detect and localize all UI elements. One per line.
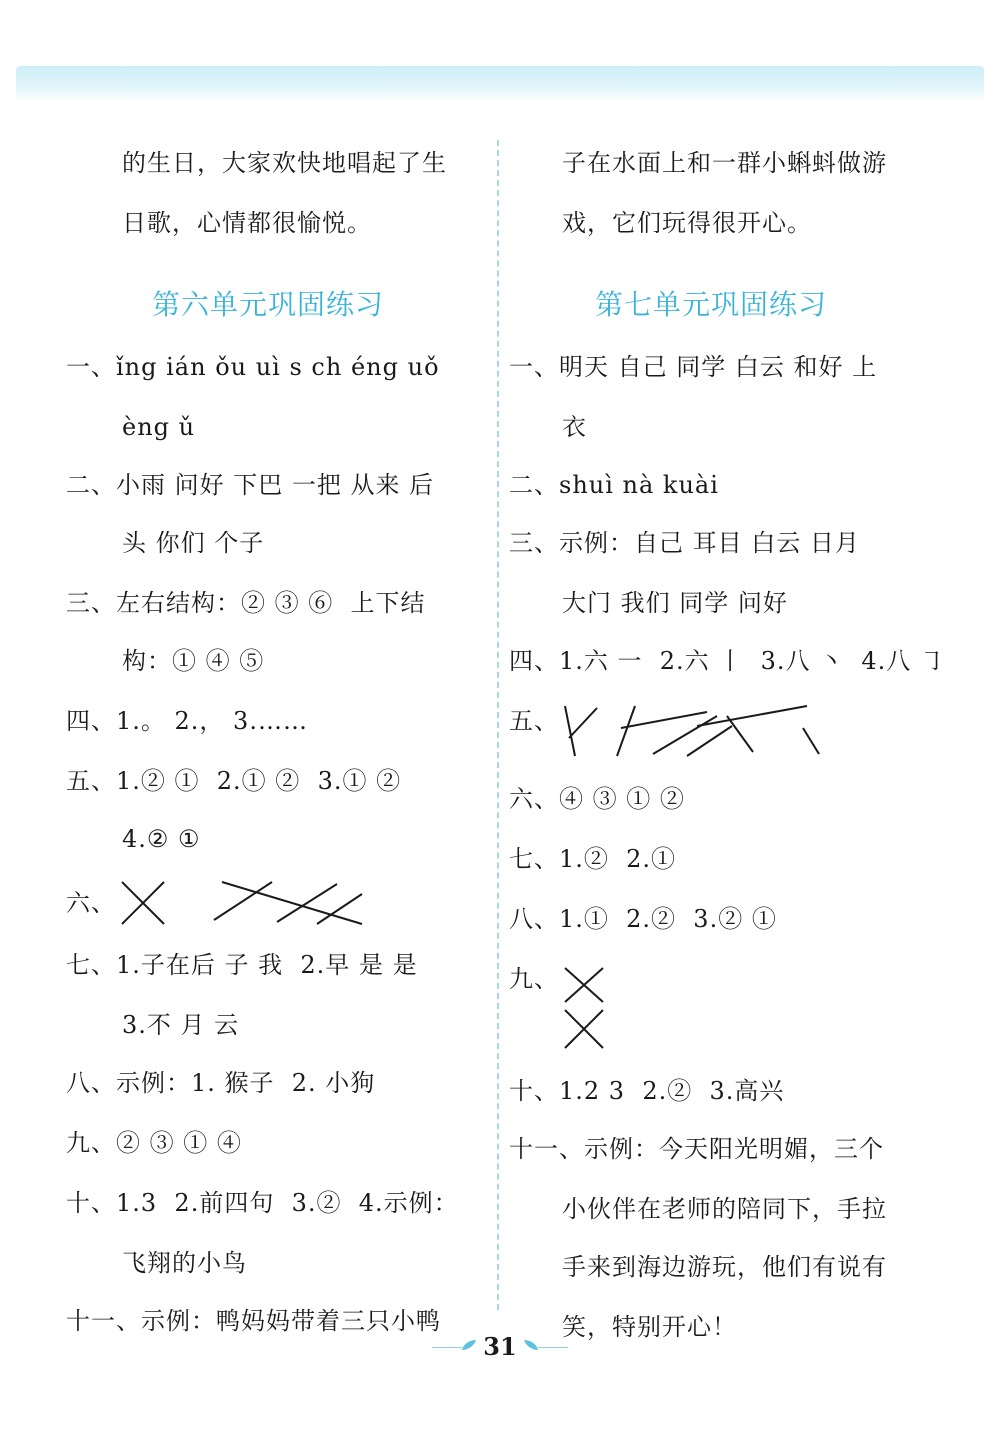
right-section-heading: 第七单元巩固练习 (595, 288, 828, 321)
header-band (16, 66, 984, 102)
right-answer-11-cont-1: 小伙伴在老师的陪同下，手拉 (562, 1195, 887, 1223)
column-divider (497, 140, 499, 1310)
left-answer-1: 一、ǐng ián ǒu uì s ch éng uǒ (66, 353, 440, 381)
right-intro-line-1: 子在水面上和一群小蝌蚪做游 (562, 149, 887, 177)
left-answer-6: 六、 (66, 889, 116, 917)
match-line (653, 716, 717, 754)
right-answer-9: 九、 (509, 965, 559, 993)
left-section-heading: 第六单元巩固练习 (152, 288, 385, 321)
right-intro-line-2: 戏，它们玩得很开心。 (562, 209, 812, 237)
right-answer-1: 一、明天 自己 同学 白云 和好 上 (509, 353, 878, 381)
left-answer-3-cont: 构：① ④ ⑤ (122, 647, 265, 675)
left-answer-4: 四、1.。 2.， 3.…… (66, 707, 308, 735)
left-intro-line-1: 的生日，大家欢快地唱起了生 (122, 149, 447, 177)
leaf-icon (522, 1338, 540, 1352)
footer-rule-right (538, 1347, 568, 1348)
left-answer-7: 七、1.子在后 子 我 2.早 是 是 (66, 951, 418, 979)
right-answer-6: 六、④ ③ ① ② (509, 785, 685, 813)
right-answer-2: 二、shuì nà kuài (509, 471, 719, 499)
right-answer-8: 八、1.① 2.② 3.② ① (509, 905, 777, 933)
right-answer-7: 七、1.② 2.① (509, 845, 677, 873)
match-line (569, 708, 597, 738)
left-answer-7-cont: 3.不 月 云 (122, 1011, 240, 1039)
left-answer-1-cont: èng ǔ (122, 413, 196, 441)
left-answer-5: 五、1.② ① 2.① ② 3.① ② (66, 767, 402, 795)
right-answer-3: 三、示例：自己 耳目 白云 日月 (509, 529, 860, 557)
left-answer-5-cont: 4.② ① (122, 825, 201, 853)
right-answer-3-cont: 大门 我们 同学 问好 (562, 589, 788, 617)
right-answer-10: 十、1.2 3 2.② 3.高兴 (509, 1077, 785, 1105)
right-answer-5: 五、 (509, 707, 559, 735)
left-answer-2: 二、小雨 问好 下巴 一把 从来 后 (66, 471, 435, 499)
right-answer-11-cont-3: 笑，特别开心！ (562, 1313, 737, 1341)
match-line (621, 712, 707, 728)
match-line (222, 882, 362, 924)
right-answer-11-cont-2: 手来到海边游玩，他们有说有 (562, 1253, 887, 1281)
left-answer-10: 十、1.3 2.前四句 3.② 4.示例： (66, 1189, 459, 1217)
left-answer-2-cont: 头 你们 个子 (122, 529, 265, 557)
match-line (565, 706, 575, 756)
right-matching-lines (557, 698, 827, 760)
match-line (697, 706, 807, 726)
page-footer (0, 1332, 1000, 1362)
left-answer-8: 八、示例：1. 猴子 2. 小狗 (66, 1069, 376, 1097)
right-answer-1-cont: 衣 (562, 413, 587, 441)
match-line (317, 894, 362, 924)
match-line (727, 716, 753, 752)
right-answer-4: 四、1.六 一 2.六 丨 3.八 丶 4.八 ㇆ (509, 647, 945, 675)
left-answer-3: 三、左右结构：② ③ ⑥ 上下结 (66, 589, 426, 617)
right-cross-marks (557, 962, 613, 1054)
match-line (803, 728, 819, 754)
left-answer-9: 九、② ③ ① ④ (66, 1129, 242, 1157)
left-intro-line-2: 日歌，心情都很愉悦。 (122, 209, 372, 237)
page-number: 31 (483, 1332, 517, 1361)
left-answer-10-cont: 飞翔的小鸟 (122, 1249, 247, 1277)
left-answer-11: 十一、示例：鸭妈妈带着三只小鸭 (66, 1307, 441, 1335)
left-matching-lines (112, 872, 382, 932)
right-answer-11: 十一、示例：今天阳光明媚，三个 (509, 1135, 884, 1163)
match-line (617, 706, 635, 756)
